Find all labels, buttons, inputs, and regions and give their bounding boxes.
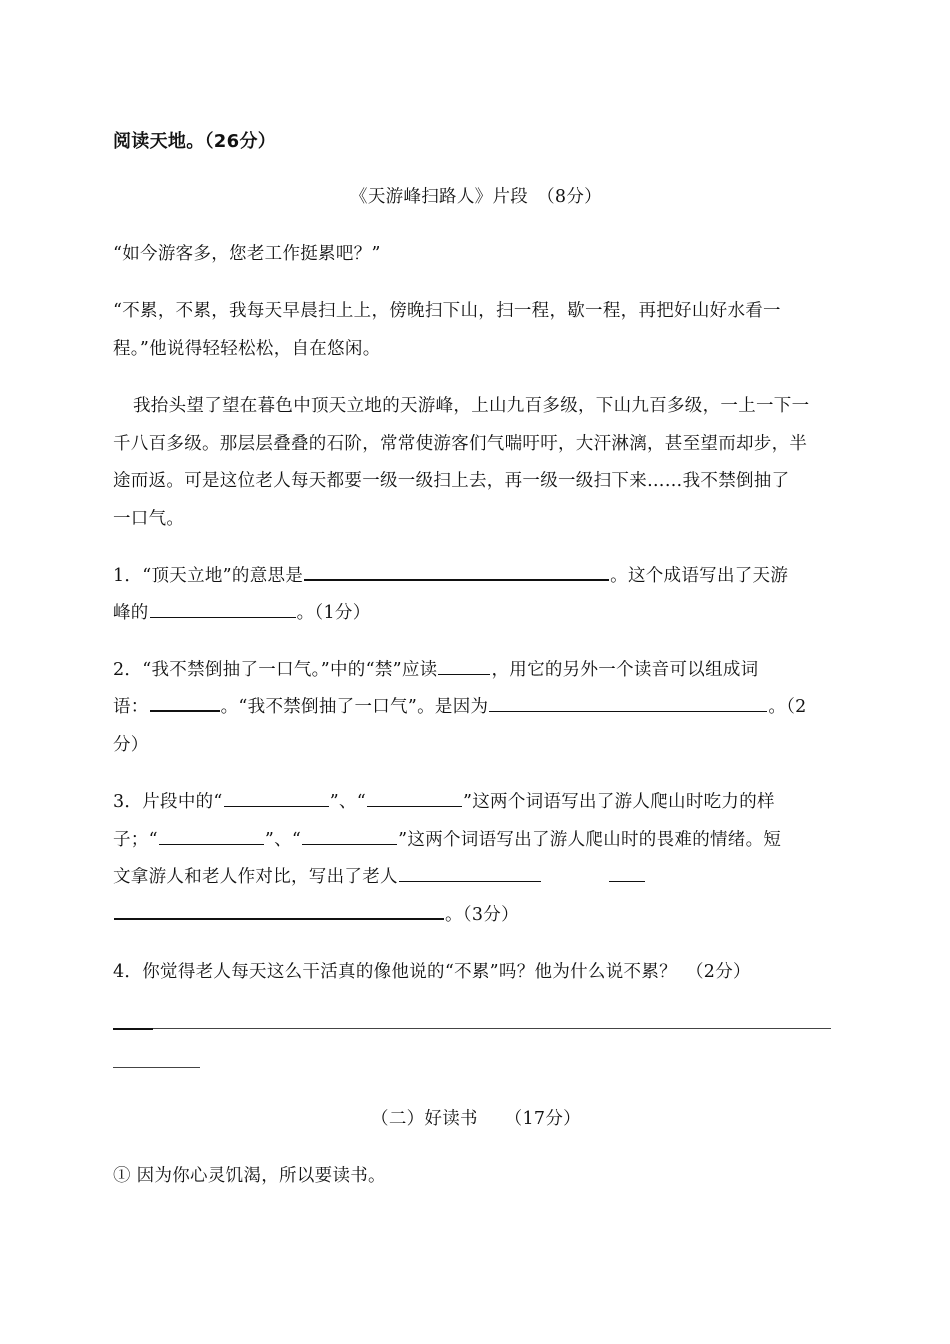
question-2-text-4: 。“我不禁倒抽了一口气”。是因为 xyxy=(220,697,489,717)
passage-title: 《天游峰扫路人》片段 （8分） xyxy=(350,187,602,207)
passage-paragraph-2-line-1: “不累，不累，我每天早晨扫上上，傍晚扫下山，扫一程，歇一程，再把好山好水看一 xyxy=(113,301,781,321)
question-3-text-3: ”这两个词语写出了游人爬山时吃力的样 xyxy=(462,792,775,812)
question-2-text-2: ，用它的另外一个读音可以组成词 xyxy=(491,660,759,680)
question-2-answer-blank-1[interactable] xyxy=(438,673,490,675)
passage-paragraph-3-line-3: 途而返。可是这位老人每天都要一级一级扫上去，再一级一级扫下来……我不禁倒抽了 xyxy=(113,471,790,491)
question-2-answer-blank-3[interactable] xyxy=(489,710,767,712)
question-2-line-3: 分） xyxy=(113,735,149,755)
question-1-answer-blank-2[interactable] xyxy=(150,616,296,618)
question-4-line-1: 4．你觉得老人每天这么干活真的像他说的“不累”吗？他为什么说不累？ （2分） xyxy=(113,962,751,982)
question-4-answer-line-1[interactable] xyxy=(153,1028,831,1029)
question-3-text-2: ”、“ xyxy=(329,792,366,812)
question-4-answer-line-1-start[interactable] xyxy=(113,1028,153,1030)
section-title: 阅读天地。（26分） xyxy=(113,131,277,152)
question-2-answer-blank-2[interactable] xyxy=(150,709,220,712)
question-1-score: 。（1分） xyxy=(296,603,371,623)
question-1-line-1 xyxy=(113,562,839,587)
question-3-answer-blank-6[interactable] xyxy=(609,880,645,882)
passage-paragraph-3-line-4: 一口气。 xyxy=(113,509,185,529)
question-1-answer-blank-1[interactable] xyxy=(304,578,609,581)
passage-paragraph-3-line-2: 千八百多级。那层层叠叠的石阶，常常使游客们气喘吁吁，大汗淋漓，甚至望而却步，半 xyxy=(113,434,808,454)
question-1-line-2 xyxy=(113,599,839,624)
question-3-answer-blank-2[interactable] xyxy=(367,805,462,807)
question-2-line-2 xyxy=(113,693,839,718)
question-2-text-5: 。（2 xyxy=(768,697,807,717)
question-3-line-2 xyxy=(113,826,839,851)
question-3-answer-blank-5[interactable] xyxy=(399,880,541,882)
question-3-score: 。（3分） xyxy=(445,905,519,925)
question-1-text-2: 。这个成语写出了天游 xyxy=(610,566,789,586)
question-3-line-3 xyxy=(113,863,839,888)
passage-paragraph-1: “如今游客多，您老工作挺累吧？” xyxy=(113,244,381,264)
question-3-line-4 xyxy=(113,901,839,926)
question-4-answer-line-2[interactable] xyxy=(113,1067,200,1068)
passage-2-paragraph-1: ① 因为你心灵饥渴，所以要读书。 xyxy=(113,1166,386,1186)
question-3-text-6: ”这两个词语写出了游人爬山时的畏难的情绪。短 xyxy=(398,830,782,850)
question-3-answer-blank-1[interactable] xyxy=(224,805,329,807)
question-2-text: 2．“我不禁倒抽了一口气。”中的“禁”应读 xyxy=(113,660,438,680)
question-3-answer-blank-7[interactable] xyxy=(114,917,444,920)
passage-paragraph-3-line-1: 我抬头望了望在暮色中顶天立地的天游峰，上山九百多级，下山九百多级，一上一下一 xyxy=(133,396,810,416)
question-3-text: 3．片段中的“ xyxy=(113,792,223,812)
question-2-text-3: 语： xyxy=(113,697,149,717)
question-3-answer-blank-4[interactable] xyxy=(302,843,397,845)
question-3-text-5: ”、“ xyxy=(264,830,302,850)
question-3-line-1 xyxy=(113,788,839,813)
question-3-text-7: 文拿游人和老人作对比，写出了老人 xyxy=(113,867,398,887)
question-3-answer-blank-3[interactable] xyxy=(159,843,264,845)
passage-2-title: （二）好读书 （17分） xyxy=(371,1109,581,1129)
question-1-text-3: 峰的 xyxy=(113,603,149,623)
question-3-text-4: 子；“ xyxy=(113,830,158,850)
question-1-text: 1．“顶天立地”的意思是 xyxy=(113,566,304,586)
question-2-line-1 xyxy=(113,656,839,681)
passage-paragraph-2-line-2: 程。”他说得轻轻松松，自在悠闲。 xyxy=(113,339,381,359)
